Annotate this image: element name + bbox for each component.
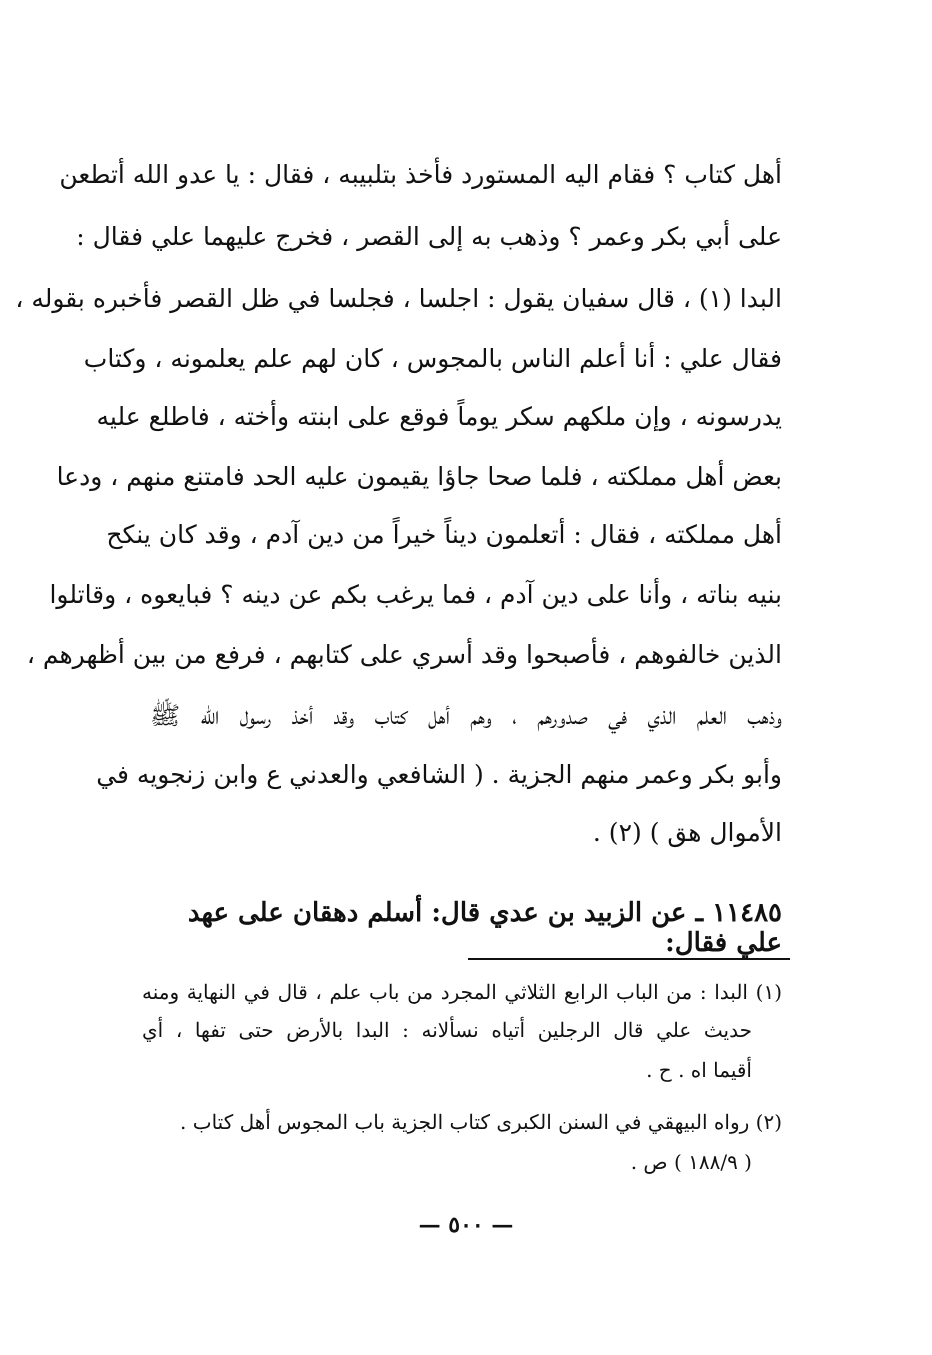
body-line: بعض أهل مملكته ، فلما صحا جاؤا يقيمون عليه الحد فامتنع منهم ، ودعا: [56, 462, 782, 491]
body-line: على أبي بكر وعمر ؟ وذهب به إلى القصر ، فخرج عليهما علي فقال :: [76, 222, 782, 251]
footnote-line: أقيما اه . ح .: [646, 1058, 752, 1082]
footnote-line: (٢) رواه البيهقي في السنن الكبرى كتاب الجزية باب المجوس أهل كتاب .: [180, 1110, 782, 1134]
footnote-line: ( ١٨٨/٩ ) ص .: [630, 1150, 752, 1174]
body-line: بنيه بناته ، وأنا على دين آدم ، فما يرغب بكم عن دينه ؟ فبايعوه ، وقاتلوا: [49, 580, 782, 609]
body-line: البدا (١) ، قال سفيان يقول : اجلسا ، فجلسا في ظل القصر فأخبره بقوله ،: [15, 284, 782, 313]
footnote-line: (١) البدا : من الباب الرابع الثلاثي المجرد من باب علم ، قال في النهاية ومنه: [142, 980, 782, 1004]
page-number: — ٥٠٠ —: [418, 1212, 514, 1238]
body-line: وذهب العلم الذي في صدورهم ، وهم أهل كتاب وقد أخذ رسول الله ﷺ: [150, 701, 782, 730]
body-line: الذين خالفوهم ، فأصبحوا وقد أسري على كتابهم ، فرفع من بين أظهرهم ،: [26, 640, 782, 669]
body-line: الأموال هق ) (٢) .: [592, 818, 782, 847]
hadith-heading: ١١٤٨٥ ـ عن الزبيد بن عدي قال: أسلم دهقان على عهد علي فقال:: [187, 898, 782, 958]
footnote-divider: [468, 958, 790, 960]
body-line: وأبو بكر وعمر منهم الجزية . ( الشافعي والعدني ع وابن زنجويه في: [96, 760, 782, 789]
footnote-line: حديث علي قال الرجلين أتياه نسألانه : البدا بالأرض حتى تفها ، أي: [142, 1018, 752, 1042]
body-line: أهل كتاب ؟ فقام اليه المستورد فأخذ بتلبيبه ، فقال : يا عدو الله أتطعن: [59, 160, 782, 189]
body-line: أهل مملكته ، فقال : أتعلمون ديناً خيراً من دين آدم ، وقد كان ينكح: [106, 520, 782, 549]
body-line: فقال علي : أنا أعلم الناس بالمجوس ، كان لهم علم يعلمونه ، وكتاب: [83, 344, 782, 373]
body-line: يدرسونه ، وإن ملكهم سكر يوماً فوقع على ابنته وأخته ، فاطلع عليه: [96, 402, 782, 431]
